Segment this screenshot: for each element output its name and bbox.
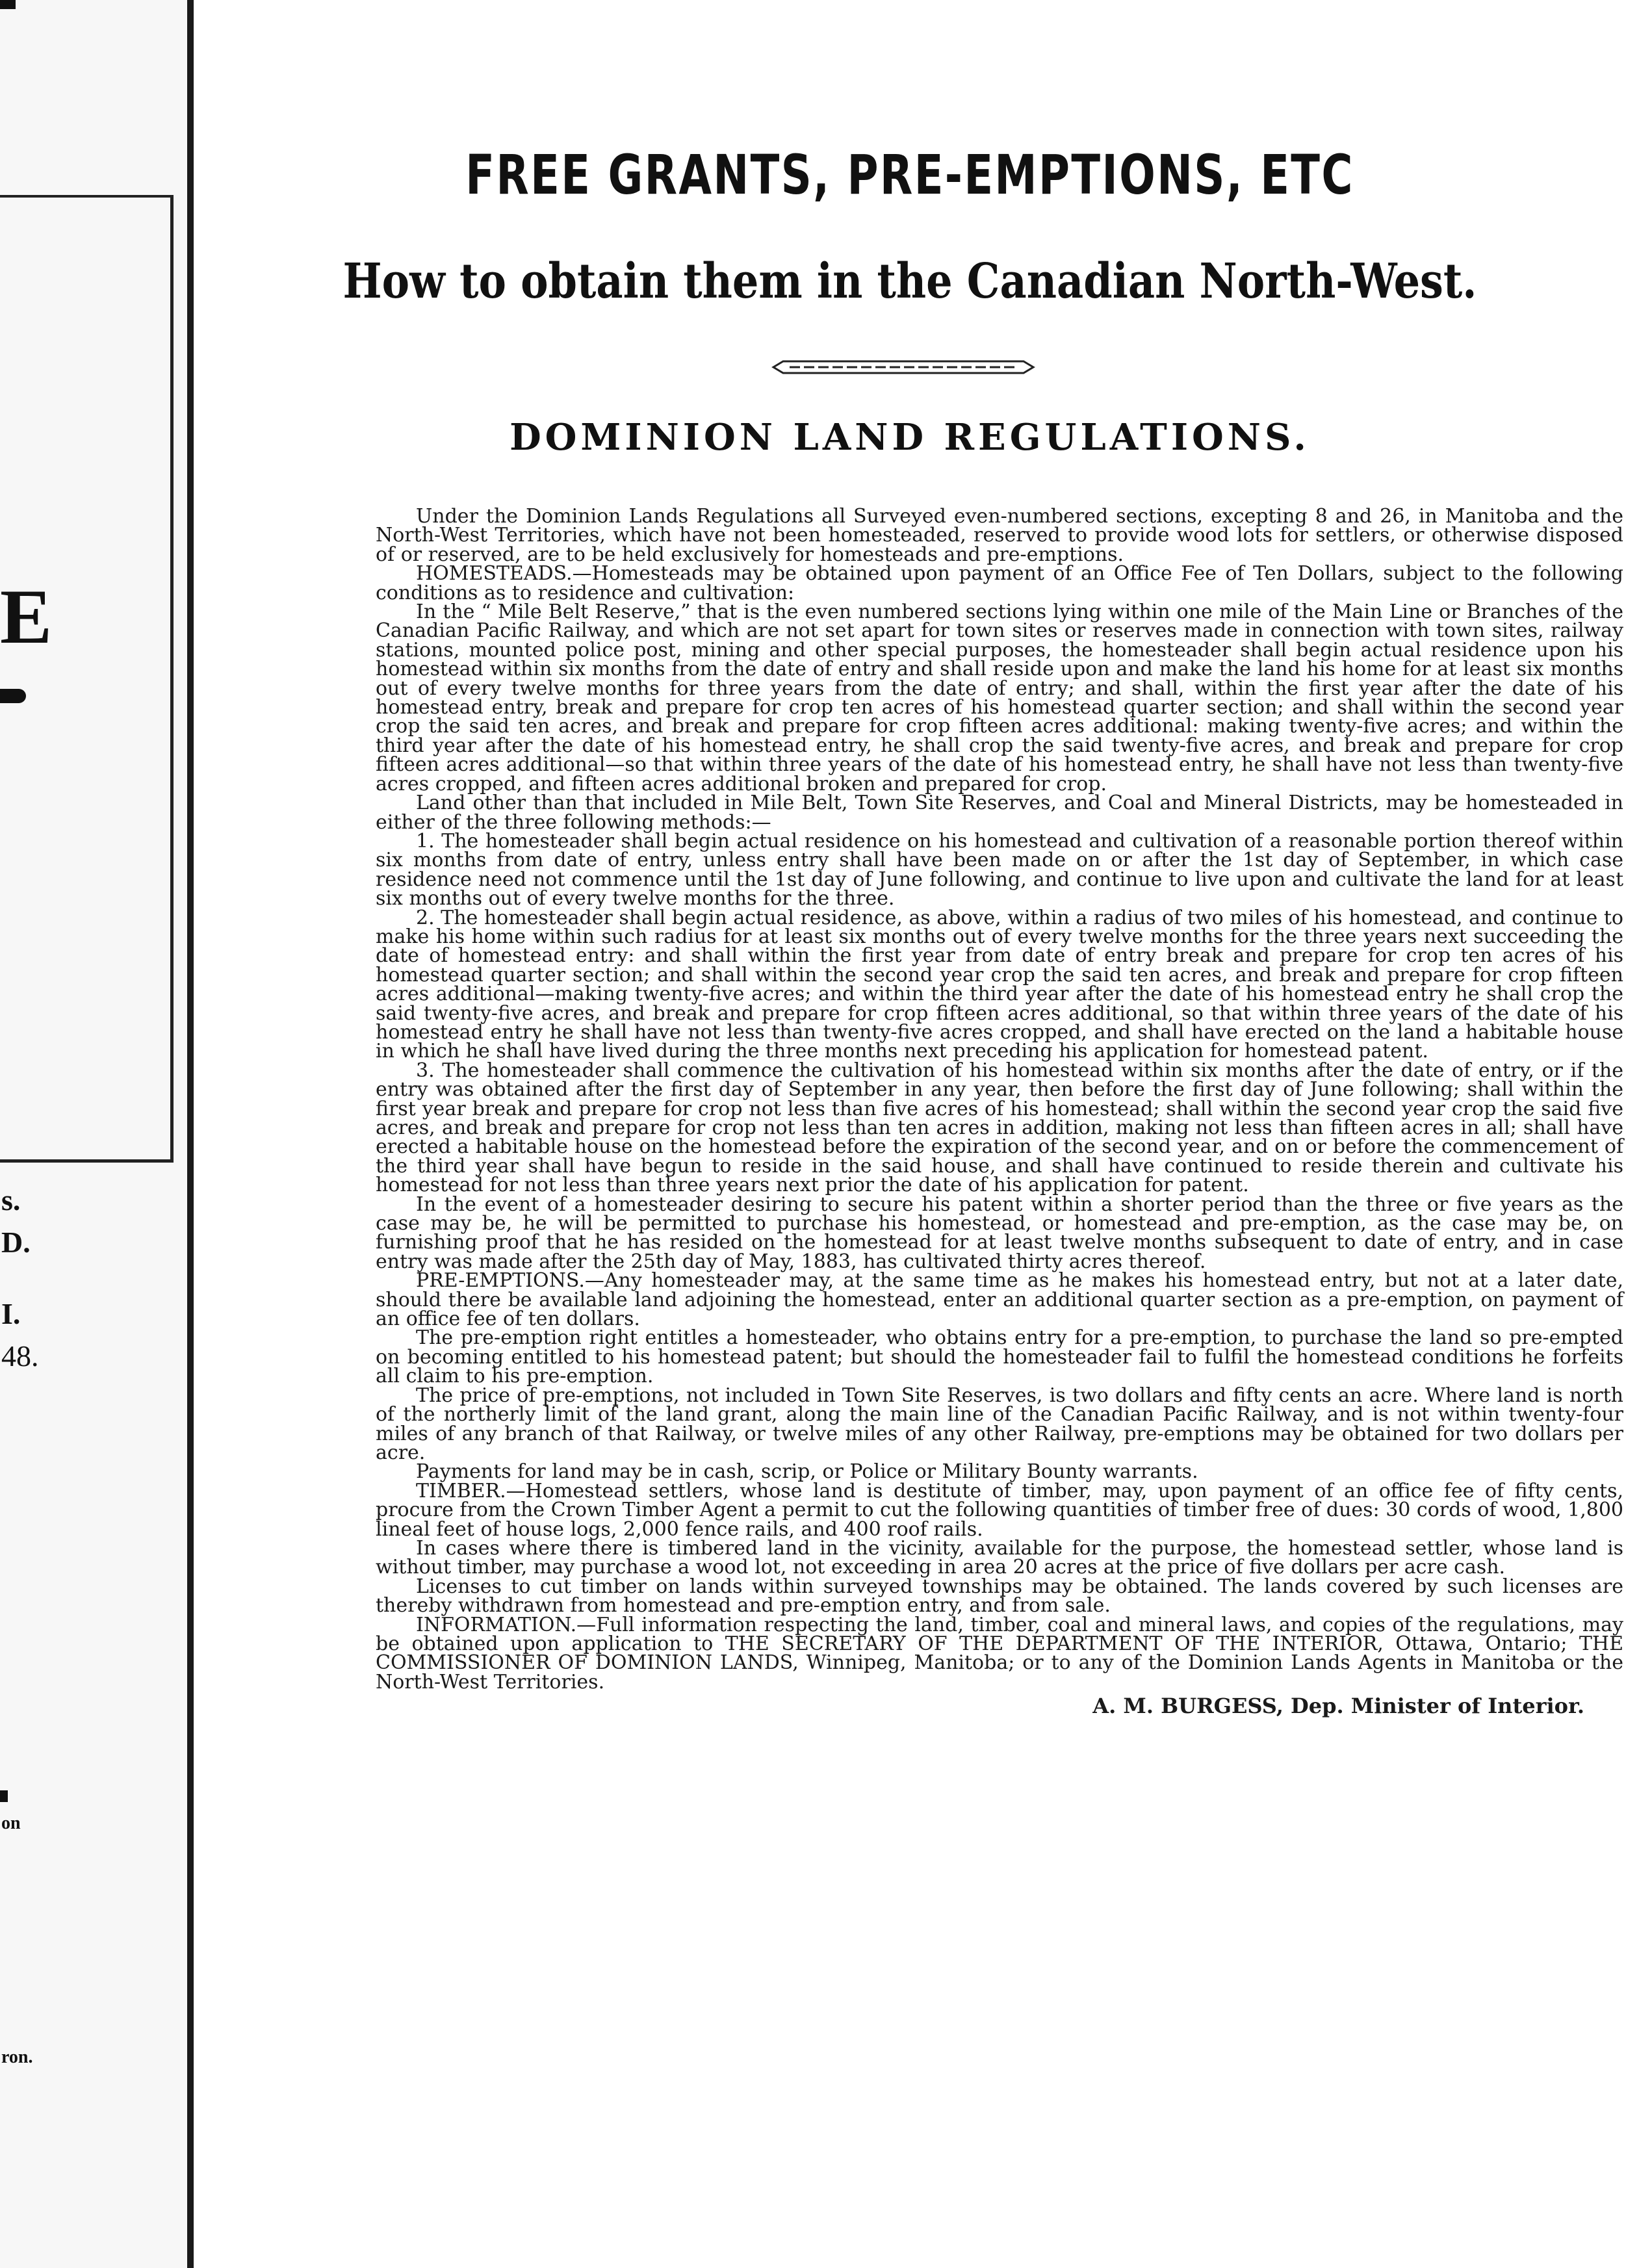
paragraph: Payments for land may be in cash, scrip, or Police or Military Bounty warrants. <box>416 1460 1198 1484</box>
ornament-divider <box>770 359 1037 376</box>
adjacent-page-text: I. <box>1 1297 21 1330</box>
adjacent-page-text: s. <box>1 1183 21 1217</box>
page-mark <box>0 689 26 703</box>
paragraph: The pre-emption right entitles a homesteader, who obtains entry for a pre-emption, to purchase the land so pre-empted on becoming entitled to his homestead patent; but should the homesteader fail to fulfil the homestead conditions he forfeits all claim to his pre-emption. <box>376 1326 1623 1388</box>
page-title: FREE GRANTS, PRE-EMPTIONS, ETC <box>465 143 1354 207</box>
adjacent-page-text: on <box>1 1813 21 1833</box>
adjacent-page-text: ron. <box>1 2047 33 2067</box>
regulations-body <box>376 505 1623 1719</box>
paragraph: 3. The homesteader shall commence the cultivation of his homestead within six months after the date of entry, or if the entry was obtained after the first day of September in any year, then before the first day of June following; shall within the first year break and prepare for crop not less than five acres of his homestead; shall within the second year crop the said five acres, and break and prepare for crop not less than ten acres in addition, making not less than fifteen acres in all; shall have erected a habitable house on the homestead before the expiration of the second year, and on or before the commencement of the third year shall have begun to reside in the said house, and shall have continued to reside therein and cultivate his homestead for not less than three years next prior the date of his application for patent. <box>376 1059 1623 1197</box>
page-subtitle: How to obtain them in the Canadian North-West. <box>342 253 1477 309</box>
paragraph: In cases where there is timbered land in the vicinity, available for the purpose, the homestead settler, whose land is without timber, may purchase a wood lot, not exceeding in area 20 acres at the price of five dollars per acre cash. <box>376 1536 1623 1579</box>
paragraph: The price of pre-emptions, not included in Town Site Reserves, is two dollars and fifty cents an acre. Where land is north of the northerly limit of the land grant, along the main line of the Canadian Pacific Railway, and is not within twenty-four miles of any branch of that Railway, or twelve miles of any other Railway, pre-emptions may be obtained for two dollars per acre. <box>376 1384 1623 1464</box>
paragraph: TIMBER.—Homestead settlers, whose land is destitute of timber, may, upon payment of an office fee of fifty cents, procure from the Crown Timber Agent a permit to cut the following quantities of timber free of dues: 30 cords of wood, 1,800 lineal feet of house logs, 2,000 fence rails, and 400 roof rails. <box>376 1479 1623 1541</box>
adjacent-page-box <box>0 195 174 1163</box>
page-mark <box>0 1790 8 1802</box>
paragraph: Land other than that included in Mile Belt, Town Site Reserves, and Coal and Mineral Districts, may be homesteaded in either of the three following methods:— <box>376 792 1623 834</box>
paragraph: 1. The homesteader shall begin actual residence on his homestead and cultivation of a reasonable portion thereof within six months from date of entry, unless entry shall have been made on or after the 1st day of September, in which case residence need not commence until the 1st day of June following, and continue to live upon and cultivate the land for at least six months out of every twelve months for the three. <box>376 829 1623 910</box>
paragraph: In the event of a homesteader desiring to secure his patent within a shorter period than the three or five years as the case may be, he will be permitted to purchase his homestead, or homestead and pre-emption, as the case may be, on furnishing proof that he has resided on the homestead for at least twelve months subsequent to date of entry, and in case entry was made after the 25th day of May, 1883, has cultivated thirty acres thereof. <box>376 1192 1623 1273</box>
paragraph: PRE-EMPTIONS.—Any homesteader may, at the same time as he makes his homestead entry, but not at a later date, should there be available land adjoining the homestead, enter an additional quarter section as a pre-emption, on payment of an office fee of ten dollars. <box>376 1269 1623 1331</box>
adjacent-page-text: D. <box>1 1226 31 1259</box>
paragraph: In the “ Mile Belt Reserve,” that is the even numbered sections lying within one mile of the Main Line or Branches of the Canadian Pacific Railway, and which are not set apart for town sites or reserves made in connection with town sites, railway stations, mounted police post, mining and other special purposes, the homesteader shall begin actual residence upon his homestead within six months from the date of entry and shall reside upon and make the land his home for at least six months out of every twelve months for three years from the date of entry; and shall, within the first year after the date of his homestead entry, break and prepare for crop ten acres of his homestead quarter section; and shall within the second year crop the said ten acres, and break and prepare for crop fifteen acres additional: making twenty-five acres; and within the third year after the date of his homestead entry, he shall crop the said twenty-five acres, and break and prepare for crop fifteen acres additional—so that within three years of the date of his homestead entry, he shall have not less than twenty-five acres cropped, and fifteen acres additional broken and prepared for crop. <box>376 600 1623 795</box>
signature: A. M. BURGESS, Dep. Minister of Interior. <box>1092 1694 1584 1719</box>
section-heading: DOMINION LAND REGULATIONS. <box>510 416 1310 459</box>
adjacent-page-letter: E <box>0 573 53 660</box>
paragraph: Under the Dominion Lands Regulations all Surveyed even-numbered sections, excepting 8 and 26, in Manitoba and the North-West Territories, which have not been homesteaded, reserved to provide wood lots for settlers, or otherwise disposed of or reserved, are to be held exclusively for homesteads and pre-emptions. <box>376 505 1623 566</box>
paragraph: HOMESTEADS.—Homesteads may be obtained upon payment of an Office Fee of Ten Dollars, subject to the following conditions as to residence and cultivation: <box>376 562 1623 604</box>
paragraph: 2. The homesteader shall begin actual residence, as above, within a radius of two miles of his homestead, and continue to make his home within such radius for at least six months out of every twelve months for the three years next succeeding the date of homestead entry: and shall within the first year from date of entry break and prepare for crop ten acres of his homestead quarter section; and shall within the second year crop the said ten acres, and break and prepare for crop fifteen acres additional—making twenty-five acres; and within the third year after the date of his homestead entry he shall crop the said twenty-five acres, and break and prepare for crop fifteen acres additional, so that within three years of the date of his homestead entry he shall have not less than twenty-five acres cropped, and shall have erected on the land a habitable house in which he shall have lived during the three months next preceding his application for homestead patent. <box>376 906 1623 1063</box>
adjacent-page-text: 48. <box>1 1339 39 1372</box>
page-mark <box>0 0 16 9</box>
paragraph: Licenses to cut timber on lands within surveyed townships may be obtained. The lands covered by such licenses are thereby withdrawn from homestead and pre-emption entry, and from sale. <box>376 1575 1623 1617</box>
book-spine <box>187 0 194 2268</box>
paragraph: INFORMATION.—Full information respecting the land, timber, coal and mineral laws, and copies of the regulations, may be obtained upon application to THE SECRETARY OF THE DEPARTMENT OF THE INTERIOR, Ottawa, Ontario; THE COMMISSIONER OF DOMINION LANDS, Winnipeg, Manitoba; or to any of the Dominion Lands Agents in Manitoba or the North-West Territories. <box>376 1613 1623 1694</box>
adjacent-page <box>0 0 188 2268</box>
document-page <box>208 0 1652 2268</box>
